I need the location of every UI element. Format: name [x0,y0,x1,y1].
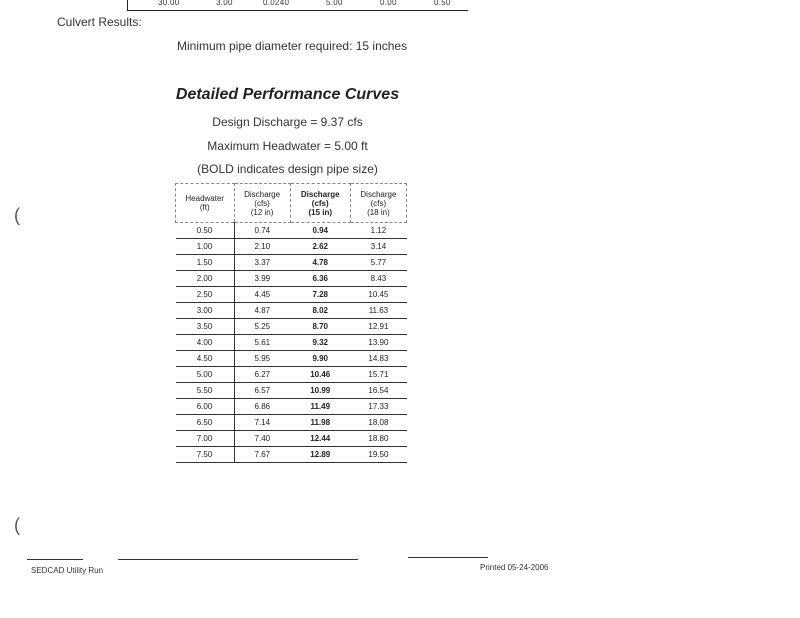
culvert-results-label: Culvert Results: [57,15,142,29]
min-pipe-diameter-text: Minimum pipe diameter required: 15 inches [177,39,408,53]
table-cell: 12.89 [290,447,350,463]
table-cell: 19.50 [350,447,406,463]
table-row [176,335,407,351]
table-cell: 8.02 [290,303,350,319]
table-cell: 4.50 [176,351,235,367]
section-heading: Detailed Performance Curves [175,86,400,103]
table-row [176,351,407,367]
table-row [176,223,407,239]
max-headwater-text: Maximum Headwater = 5.00 ft [207,139,368,153]
table-cell: 0.94 [290,223,350,239]
table-cell: 5.61 [234,335,290,351]
table-cell: 11.98 [290,415,350,431]
table-cell: 3.99 [234,271,290,287]
table-cell: 6.00 [176,399,235,415]
header-discharge-12in: Discharge (cfs) (12 in) [234,184,290,223]
table-header-row [176,184,407,223]
table-cell: 7.50 [176,447,235,463]
punch-hole-mark: ( [14,515,20,535]
table-cell: 6.36 [290,271,350,287]
table-cell: 6.57 [234,383,290,399]
table-cell: 7.67 [234,447,290,463]
table-cell: 14.83 [350,351,406,367]
bold-note-text: (BOLD indicates design pipe size) [197,162,378,176]
footer-rule [408,557,488,558]
performance-table [175,183,407,463]
table-cell: 7.40 [234,431,290,447]
table-cell: 5.25 [234,319,290,335]
table-cell: 0.50 [176,223,235,239]
table-row [176,319,407,335]
table-cell: 2.00 [176,271,235,287]
table-cell: 12.91 [350,319,406,335]
table-cell: 7.28 [290,287,350,303]
table-cell: 13.90 [350,335,406,351]
table-cell: 8.70 [290,319,350,335]
table-cell: 17.33 [350,399,406,415]
design-discharge-text: Design Discharge = 9.37 cfs [212,115,363,129]
previous-table-bottom [127,0,468,11]
top-cell: 0.00 [380,0,397,7]
top-cell: 0.0240 [263,0,290,7]
table-cell: 18.08 [350,415,406,431]
header-discharge-18in: Discharge (cfs) (18 in) [350,184,406,223]
table-cell: 5.95 [234,351,290,367]
table-cell: 6.50 [176,415,235,431]
table-row [176,415,407,431]
table-cell: 0.74 [234,223,290,239]
table-cell: 5.00 [176,367,235,383]
table-cell: 4.78 [290,255,350,271]
table-cell: 3.00 [176,303,235,319]
table-cell: 5.77 [350,255,406,271]
table-cell: 12.44 [290,431,350,447]
table-cell: 3.14 [350,239,406,255]
punch-hole-mark: ( [14,205,20,225]
table-cell: 11.63 [350,303,406,319]
table-row [176,287,407,303]
header-headwater: Headwater (ft) [176,184,235,223]
table-cell: 10.99 [290,383,350,399]
top-cell: 3.00 [216,0,233,7]
table-cell: 2.62 [290,239,350,255]
table-row [176,239,407,255]
table-cell: 2.10 [234,239,290,255]
footer-rule [118,559,358,560]
table-cell: 10.45 [350,287,406,303]
table-cell: 9.32 [290,335,350,351]
table-cell: 6.86 [234,399,290,415]
table-cell: 11.49 [290,399,350,415]
table-cell: 2.50 [176,287,235,303]
top-cell: 30.00 [158,0,180,7]
table-cell: 8.43 [350,271,406,287]
footer-rule [27,559,83,560]
table-cell: 6.27 [234,367,290,383]
table-row [176,367,407,383]
table-cell: 7.14 [234,415,290,431]
top-cell: 0.50 [434,0,451,7]
table-cell: 18.80 [350,431,406,447]
table-cell: 4.45 [234,287,290,303]
table-row [176,303,407,319]
table-cell: 10.46 [290,367,350,383]
table-row [176,399,407,415]
table-cell: 7.00 [176,431,235,447]
table-cell: 15.71 [350,367,406,383]
table-cell: 1.50 [176,255,235,271]
table-row [176,431,407,447]
table-row [176,383,407,399]
table-row [176,271,407,287]
top-cell: 5.00 [326,0,343,7]
table-cell: 5.50 [176,383,235,399]
footer-printed-date: Printed 05-24-2006 [480,563,549,572]
table-cell: 4.00 [176,335,235,351]
table-cell: 9.90 [290,351,350,367]
table-row [176,447,407,463]
table-row [176,255,407,271]
table-cell: 1.12 [350,223,406,239]
header-discharge-15in: Discharge (cfs) (15 in) [290,184,350,223]
footer-app-name: SEDCAD Utility Run [31,566,104,575]
table-cell: 3.37 [234,255,290,271]
table-cell: 4.87 [234,303,290,319]
table-cell: 1.00 [176,239,235,255]
table-cell: 3.50 [176,319,235,335]
table-cell: 16.54 [350,383,406,399]
